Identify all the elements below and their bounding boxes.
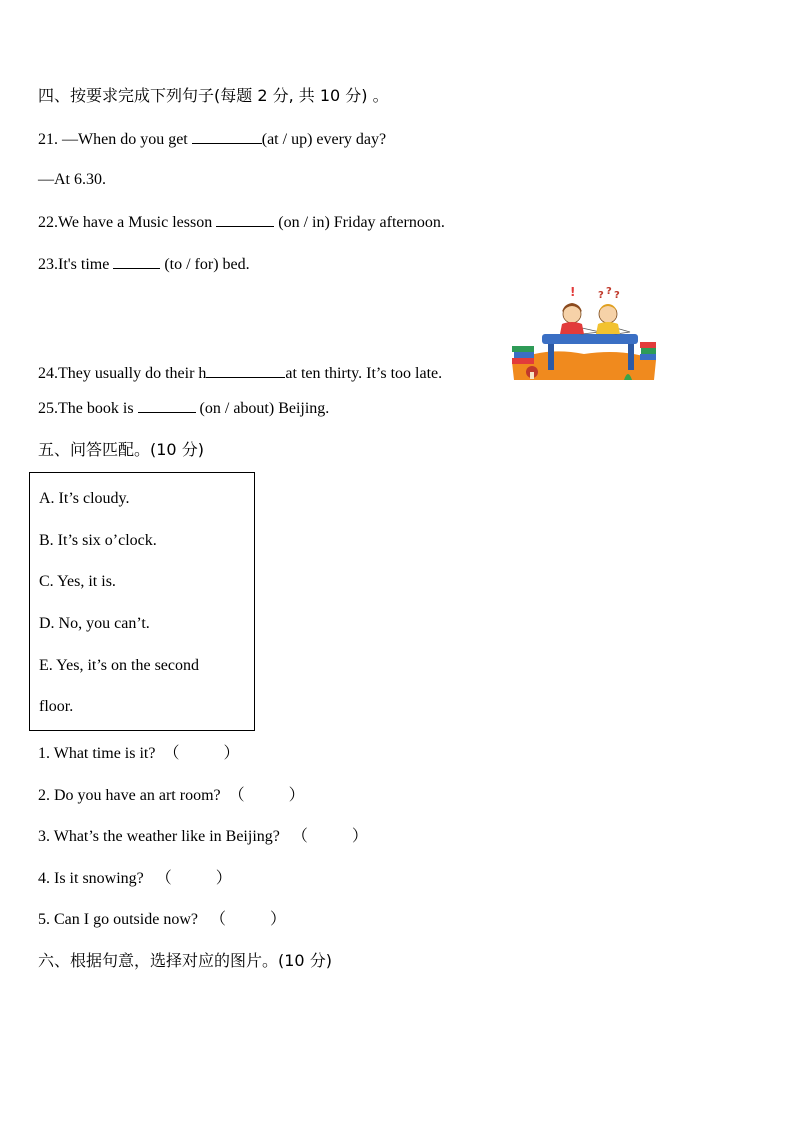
book-stack-left-3 — [512, 358, 534, 364]
answer-paren-close: ） — [351, 828, 368, 845]
q21-blank[interactable] — [192, 129, 262, 144]
option-c: C. Yes, it is. — [39, 573, 116, 590]
match-question-3-text: 3. What’s the weather like in Beijing? — [38, 828, 280, 845]
option-e-continued: floor. — [39, 698, 74, 715]
q25-blank[interactable] — [138, 398, 196, 413]
book-stack-left-2 — [514, 352, 534, 358]
q25-text-before: 25.The book is — [38, 400, 138, 417]
match-question-4-text: 4. Is it snowing? — [38, 870, 144, 887]
book-stack-right-3 — [640, 354, 656, 360]
children-studying-illustration — [504, 284, 660, 382]
question-25 — [38, 398, 329, 419]
question-22 — [38, 212, 445, 233]
match-question-4 — [38, 869, 232, 889]
desk-leg-right — [628, 344, 634, 370]
q23-blank[interactable] — [113, 254, 160, 269]
match-question-3 — [38, 827, 368, 847]
book-stack-right-1 — [640, 342, 656, 348]
q25-text-after: (on / about) Beijing. — [195, 400, 330, 417]
svg-text:?: ? — [598, 290, 604, 301]
match-question-1-text: 1. What time is it? — [38, 745, 156, 762]
girl-shirt — [560, 322, 584, 334]
question-21 — [38, 129, 386, 150]
q24-text-before: 24.They usually do their h — [38, 365, 207, 382]
answer-paren-close: ） — [223, 745, 240, 762]
q21-text-after: (at / up) every day? — [261, 131, 387, 148]
q24-text-after: at ten thirty. It’s too late. — [285, 365, 443, 382]
question-24 — [38, 363, 442, 384]
boy-shirt — [596, 322, 620, 334]
answer-paren-open: （ — [163, 745, 180, 762]
q22-blank[interactable] — [216, 212, 274, 227]
answer-paren-close: ） — [215, 870, 232, 887]
answer-paren-close: ） — [270, 911, 287, 928]
match-question-1 — [38, 744, 240, 764]
answer-paren-close: ） — [288, 787, 305, 804]
section-4-heading: 四、按要求完成下列句子(每题 2 分, 共 10 分) 。 — [38, 86, 389, 105]
q22-text-after: (on / in) Friday afternoon. — [274, 214, 445, 231]
q23-text-before: 23.It's time — [38, 256, 114, 273]
option-e: E. Yes, it’s on the second — [39, 657, 199, 674]
mushroom-stem — [530, 372, 534, 379]
svg-text:!: ! — [570, 285, 576, 299]
q21-text-before: 21. —When do you get — [38, 131, 192, 148]
match-question-5-text: 5. Can I go outside now? — [38, 911, 198, 928]
answer-options-box — [29, 472, 255, 731]
option-d: D. No, you can’t. — [39, 615, 150, 632]
desk-top — [542, 334, 638, 344]
match-question-2-text: 2. Do you have an art room? — [38, 787, 221, 804]
answer-paren-open: （ — [209, 911, 226, 928]
book-stack-right-2 — [641, 348, 656, 354]
answer-paren-open: （ — [155, 870, 172, 887]
answer-paren-open: （ — [228, 787, 245, 804]
question-21-answer: —At 6.30. — [38, 171, 106, 188]
match-question-2 — [38, 786, 305, 806]
section-5-heading: 五、问答匹配。(10 分) — [38, 440, 204, 459]
svg-text:?: ? — [606, 286, 612, 297]
q23-text-after: (to / for) bed. — [160, 256, 250, 273]
q24-blank[interactable] — [206, 363, 285, 378]
q22-text-before: 22.We have a Music lesson — [38, 214, 217, 231]
answer-paren-open: （ — [291, 828, 308, 845]
match-question-5 — [38, 910, 286, 930]
option-a: A. It’s cloudy. — [39, 490, 130, 507]
desk-leg-left — [548, 344, 554, 370]
question-23 — [38, 254, 250, 275]
section-6-heading: 六、根据句意，选择对应的图片。(10 分) — [38, 951, 332, 970]
svg-text:?: ? — [614, 290, 620, 301]
book-stack-left-1 — [512, 346, 534, 352]
option-b: B. It’s six o’clock. — [39, 532, 157, 549]
